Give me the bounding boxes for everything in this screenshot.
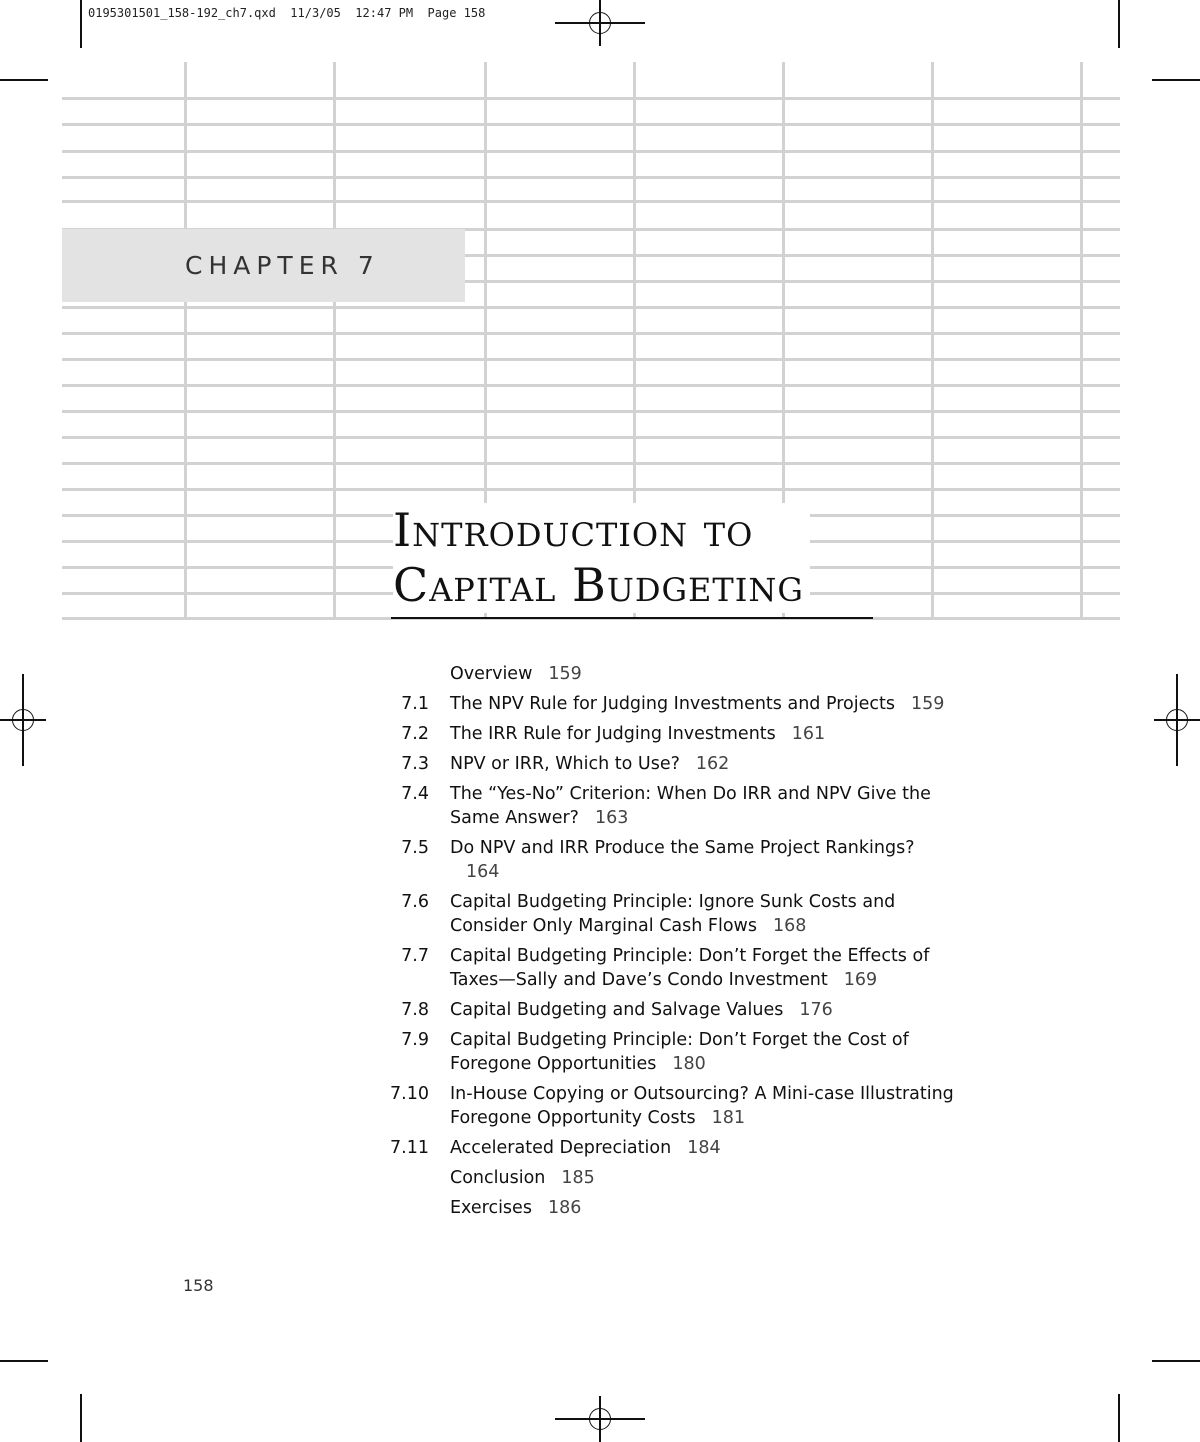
toc-title: In-House Copying or Outsourcing? A Mini-case Illustrating Foregone Opportunity Costs	[450, 1084, 954, 1128]
toc-title: Overview	[450, 664, 533, 684]
toc-page: 164	[466, 862, 500, 882]
toc-title: Capital Budgeting Principle: Don’t Forget the Effects of Taxes—Sally and Dave’s Condo Investment	[450, 946, 930, 990]
toc-entry[interactable]	[385, 998, 955, 1022]
toc-entry[interactable]	[385, 722, 955, 746]
chapter-title-line-1: Introduction to	[393, 503, 754, 557]
toc-page: 161	[791, 724, 826, 744]
toc-number: 7.7	[401, 946, 429, 966]
table-of-contents	[385, 662, 955, 1226]
toc-entry[interactable]	[385, 944, 955, 992]
toc-number: 7.11	[390, 1138, 429, 1158]
chapter-title-line-2: Capital Budgeting	[393, 558, 804, 612]
toc-title: Exercises	[450, 1198, 532, 1218]
toc-title: Do NPV and IRR Produce the Same Project Rankings?	[450, 838, 915, 858]
slug-line: 0195301501_158-192_ch7.qxd 11/3/05 12:47 PM Page 158	[88, 6, 486, 20]
toc-page: 185	[561, 1168, 595, 1188]
toc-title: The “Yes-No” Criterion: When Do IRR and NPV Give the Same Answer?	[450, 784, 931, 828]
toc-title: The NPV Rule for Judging Investments and Projects	[450, 694, 895, 714]
toc-number: 7.1	[401, 694, 429, 714]
toc-number: 7.3	[401, 754, 429, 774]
toc-title: Accelerated Depreciation	[450, 1138, 672, 1158]
toc-page: 162	[695, 754, 730, 774]
toc-entry[interactable]	[385, 782, 955, 830]
toc-number: 7.10	[390, 1084, 429, 1104]
toc-title: Conclusion	[450, 1168, 546, 1188]
toc-title: Capital Budgeting and Salvage Values	[450, 1000, 784, 1020]
toc-page: 163	[594, 808, 629, 828]
toc-page: 180	[672, 1054, 706, 1074]
page-number: 158	[183, 1276, 214, 1295]
toc-entry[interactable]	[385, 890, 955, 938]
toc-page: 176	[799, 1000, 833, 1020]
toc-entry[interactable]	[385, 692, 955, 716]
toc-page: 169	[843, 970, 878, 990]
toc-number: 7.6	[401, 892, 429, 912]
chapter-label-box	[62, 229, 465, 302]
toc-page: 184	[687, 1138, 721, 1158]
toc-entry[interactable]	[385, 752, 955, 776]
toc-page: 159	[548, 664, 582, 684]
toc-entry[interactable]	[385, 1082, 955, 1130]
toc-number: 7.2	[401, 724, 429, 744]
toc-entry[interactable]	[385, 1136, 955, 1160]
toc-page: 159	[910, 694, 945, 714]
toc-page: 168	[772, 916, 807, 936]
toc-title: The IRR Rule for Judging Investments	[450, 724, 776, 744]
toc-entry[interactable]	[385, 1166, 955, 1190]
toc-number: 7.9	[401, 1030, 429, 1050]
toc-page: 181	[711, 1108, 745, 1128]
toc-title: NPV or IRR, Which to Use?	[450, 754, 680, 774]
toc-number: 7.5	[401, 838, 429, 858]
chapter-title	[393, 503, 810, 613]
toc-number: 7.8	[401, 1000, 429, 1020]
toc-page: 186	[547, 1198, 582, 1218]
toc-number: 7.4	[401, 784, 429, 804]
chapter-label: CHAPTER 7	[185, 251, 380, 280]
toc-entry[interactable]	[385, 1028, 955, 1076]
toc-title: Capital Budgeting Principle: Don’t Forget the Cost of Foregone Opportunities	[450, 1030, 909, 1074]
title-rule	[391, 617, 873, 619]
toc-entry[interactable]	[385, 662, 955, 686]
toc-entry[interactable]	[385, 836, 955, 884]
toc-entry[interactable]	[385, 1196, 955, 1220]
toc-title: Capital Budgeting Principle: Ignore Sunk Costs and Consider Only Marginal Cash Flows	[450, 892, 896, 936]
